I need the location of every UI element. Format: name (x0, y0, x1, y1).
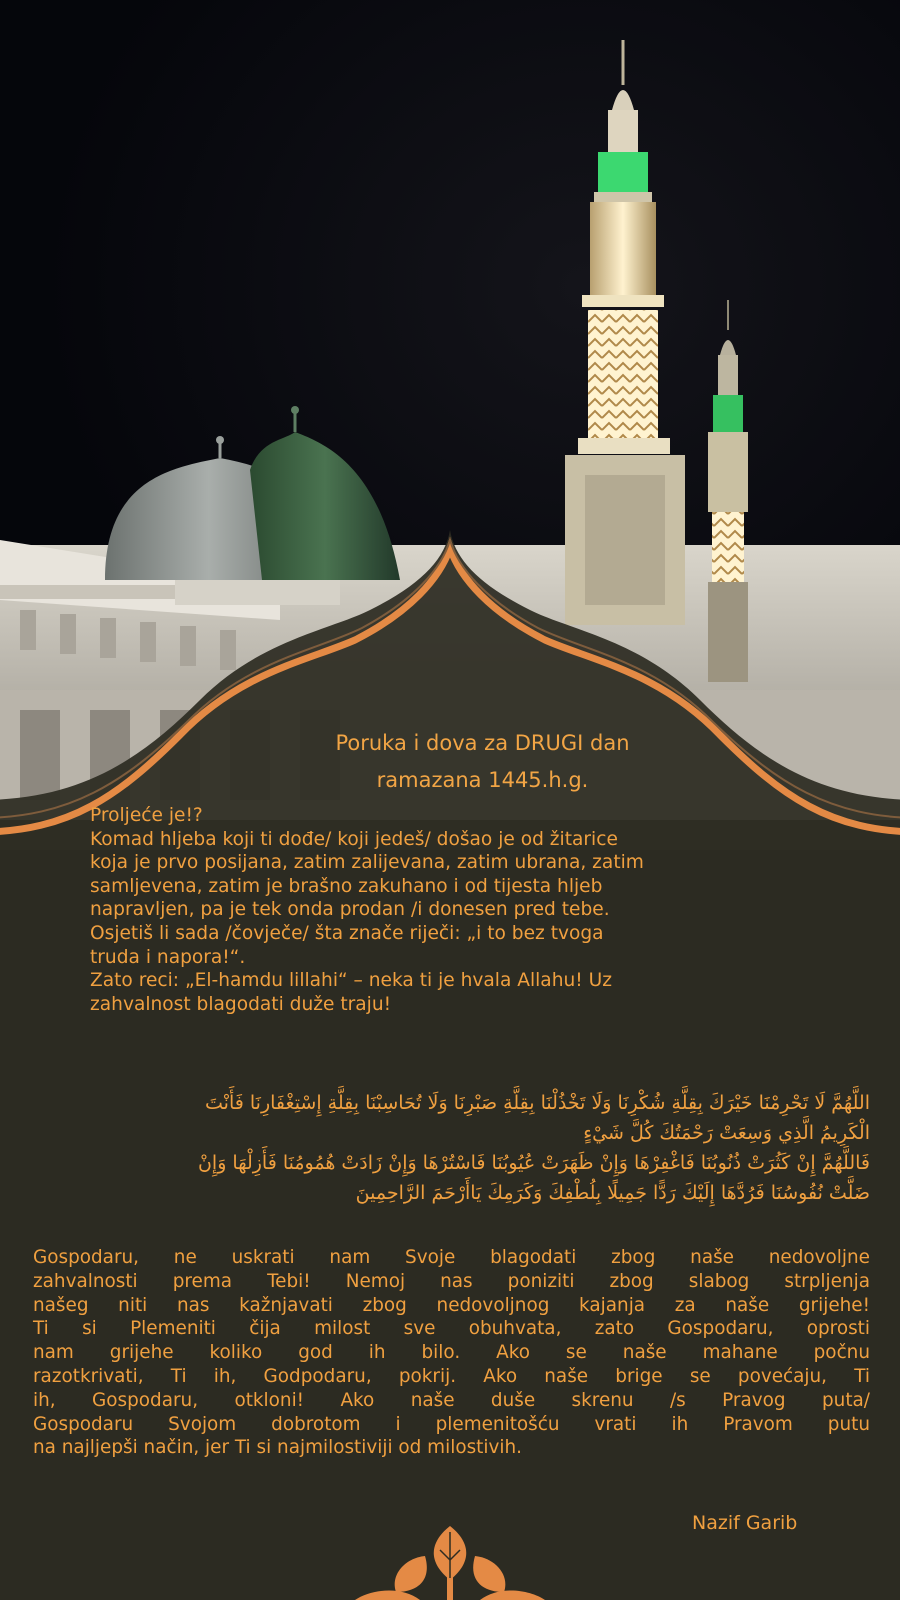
author-signature: Nazif Garib (692, 1512, 798, 1534)
translation-line: ih, Gospodaru, otkloni! Ako naše duše skrenu /s Pravog puta/ (33, 1389, 870, 1411)
intro-paragraph (90, 804, 840, 1016)
arabic-line: اللَّهُمَّ لَا تَحْرِمْنَا خَيْرَكَ بِقِلَّةِ شُكْرِنَا وَلَا تَخْذُلْنَا بِقِلَّةِ صَبْرِنَا وَلَا تُحَاسِبْنَا بِقِلَّةِ إِسْتِغْفَارِنَا فَأَنْتَ (205, 1092, 870, 1114)
title-line-2: ramazana 1445.h.g. (376, 768, 589, 792)
arabic-line: ضَلَّتْ نُفُوسُنَا فَرُدَّهَا إِلَيْكَ رَدًّا جَمِيلًا بِلُطْفِكَ وَكَرَمِكَ يَاأَرْحَمَ الرَّاحِمِينَ (355, 1182, 870, 1204)
translation-line: Gospodaru, ne uskrati nam Svoje blagodati zbog naše nedovoljne (33, 1247, 870, 1268)
intro-line: Zato reci: „El-hamdu lillahi“ – neka ti je hvala Allahu! Uz (90, 970, 613, 992)
intro-line: truda i napora!“. (90, 946, 246, 968)
intro-line: zahvalnost blagodati duže traju! (90, 993, 392, 1015)
arabic-line: فَاللَّهُمَّ إِنْ كَثُرَتْ ذُنُوبُنَا فَاغْفِرْهَا وَإِنْ ظَهَرَتْ عُيُوبُنَا فَاسْتُرْهَا وَإِنْ زَادَتْ هُمُومُنَا فَأَزِلْهَا وَإِنْ (197, 1152, 870, 1174)
translation-line: našeg niti nas kažnjavati zbog nedovoljnog kajanja za naše grijehe! (33, 1294, 870, 1316)
translation-line: nam grijehe koliko god ih bilo. Ako se naše mahane počnu (33, 1342, 870, 1364)
intro-line: Komad hljeba koji ti dođe/ koji jedeš/ došao je od žitarice (90, 828, 618, 850)
translation-line: Ti si Plemeniti čija milost sve obuhvata, zato Gospodaru, oprosti (33, 1318, 870, 1340)
translation-line: Gospodaru Svojom dobrotom i plemenitošću vrati ih Pravom putu (33, 1413, 870, 1435)
intro-line: napravljen, pa je tek onda prodan /i donesen pred tebe. (90, 899, 610, 921)
intro-line: koja je prvo posijana, zatim zalijevana, zatim ubrana, zatim (90, 852, 644, 874)
intro-line: Proljeće je!? (90, 805, 203, 826)
arabic-dua (33, 1088, 870, 1208)
translation-line: zahvalnosti prema Tebi! Nemoj nas poniziti zbog slabog strpljenja (33, 1270, 870, 1292)
intro-line: samljevena, zatim je brašno zakuhano i od tijesta hljeb (90, 875, 603, 897)
intro-line: Osjetiš li sada /čovječe/ šta znače riječi: „i to bez tvoga (90, 922, 604, 944)
translation-line: razotkrivati, Ti ih, Godpodaru, pokrij. Ako naše brige se povećaju, Ti (33, 1365, 870, 1387)
bosnian-translation (33, 1246, 870, 1460)
arabic-line: الْكَرِيمُ الَّذِي وَسِعَتْ رَحْمَتُكَ كُلَّ شَيْءٍ (583, 1122, 870, 1144)
translation-line: na najljepši način, jer Ti si najmilostiviji od milostivih. (33, 1437, 522, 1459)
title-line-1: Poruka i dova za DRUGI dan (335, 731, 630, 755)
